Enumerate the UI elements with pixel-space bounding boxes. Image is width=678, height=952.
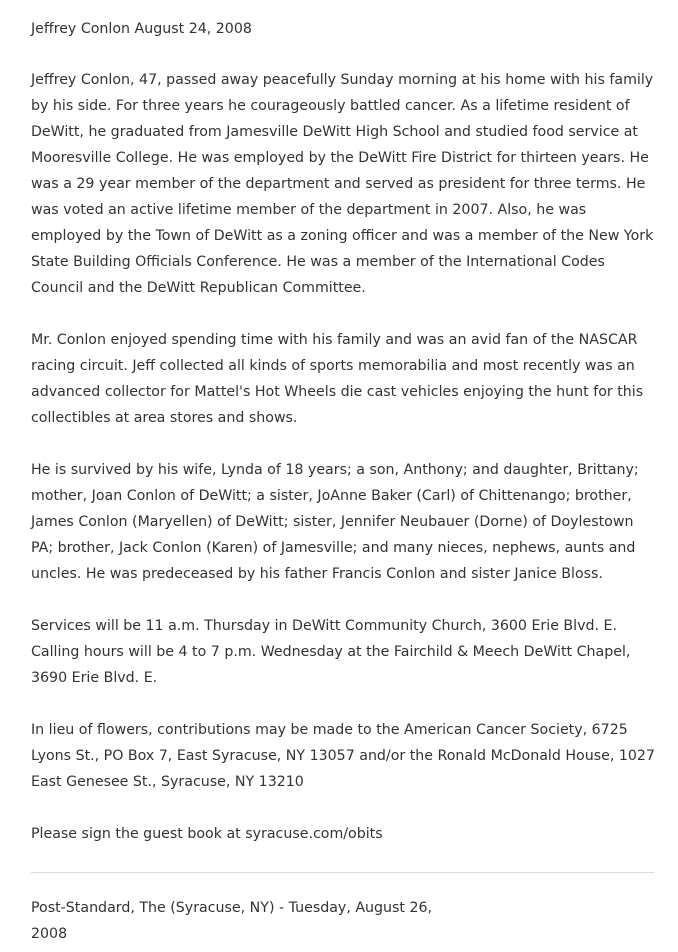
paragraph-biography: Jeffrey Conlon, 47, passed away peacefully Sunday morning at his home with his family by his side. For three years he courageously battled cancer. As a lifetime resident of DeWitt, he graduated from Jamesville DeWitt High School and studied food service at Mooresville College. He was employed by the DeWitt Fire District for thirteen years. He was a 29 year member of the department and served as president for three terms. He was voted an active lifetime member of the department in 2007. Also, he was employed by the Town of DeWitt as a zoning officer and was a member of the New York State Building Officials Conference. He was a member of the International Codes Council and the DeWitt Republican Committee. xyxy=(31,72,654,296)
paragraph-survivors: He is survived by his wife, Lynda of 18 years; a son, Anthony; and daughter, Brittany; mother, Joan Conlon of DeWitt; a sister, JoAnne Baker (Carl) of Chittenango; brother, James Conlon (Maryellen) of DeWitt; sister, Jennifer Neubauer (Dorne) of Doylestown PA; brother, Jack Conlon (Karen) of Jamesville; and many nieces, nephews, aunts and uncles. He was predeceased by his father Francis Conlon and sister Janice Bloss. xyxy=(31,462,639,582)
paragraph-guestbook xyxy=(31,821,656,847)
article-body xyxy=(31,67,656,873)
guestbook-link[interactable]: syracuse.com/obits xyxy=(245,826,383,842)
paragraph-services: Services will be 11 a.m. Thursday in DeWitt Community Church, 3600 Erie Blvd. E. Calling hours will be 4 to 7 p.m. Wednesday at the Fairchild & Meech DeWitt Chapel, 3690 Erie Blvd. E. xyxy=(31,618,631,686)
source-line: Post-Standard, The (Syracuse, NY) - Tuesday, August 26, 2008 xyxy=(31,900,433,942)
paragraph-interests: Mr. Conlon enjoyed spending time with his family and was an avid fan of the NASCAR racing circuit. Jeff collected all kinds of sports memorabilia and most recently was an advanced collector for Mattel's Hot Wheels die cast vehicles enjoying the hunt for this collectibles at area stores and shows. xyxy=(31,332,644,426)
guestbook-text: Please sign the guest book at xyxy=(31,826,246,842)
article-title: Jeffrey Conlon August 24, 2008 xyxy=(31,21,252,37)
divider xyxy=(31,872,654,873)
paragraph-contributions: In lieu of flowers, contributions may be made to the American Cancer Society, 6725 Lyons St., PO Box 7, East Syracuse, NY 13057 and/or the Ronald McDonald House, 1027 East Genesee St., Syracuse, NY 13210 xyxy=(31,722,655,790)
